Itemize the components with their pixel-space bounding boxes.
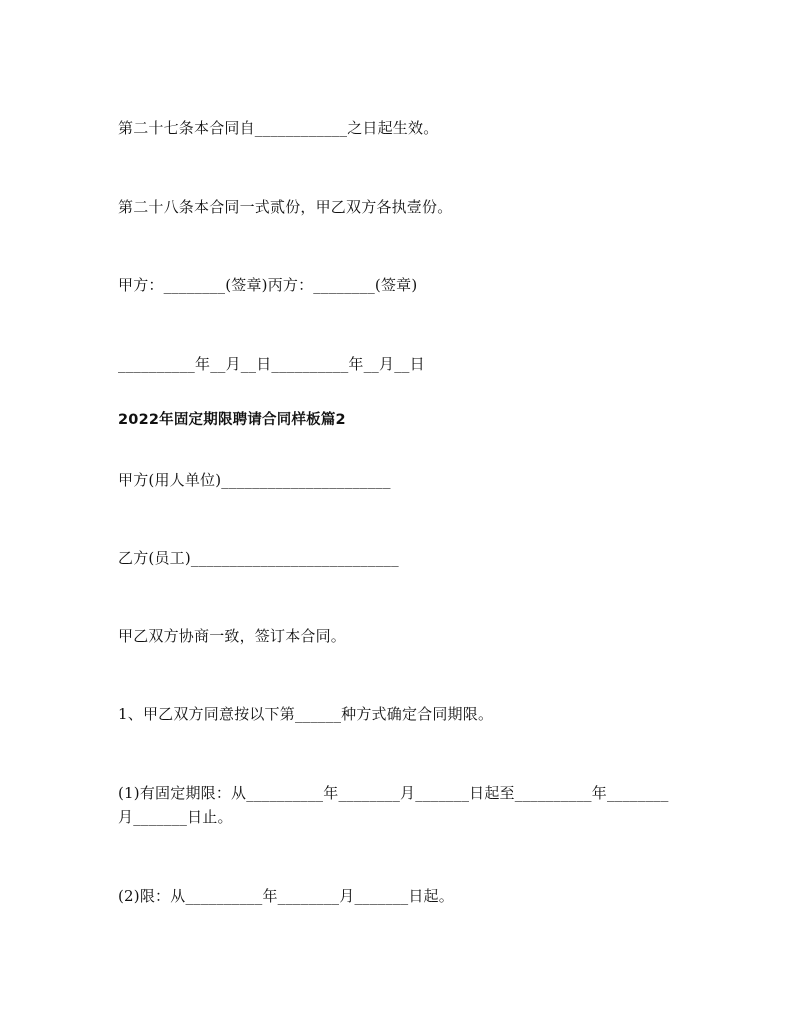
- term-clause: 1、甲乙双方同意按以下第______种方式确定合同期限。: [118, 705, 494, 723]
- signature-line: 甲方：________(签章)丙方：________(签章): [118, 276, 418, 294]
- clause-27: 第二十七条本合同自____________之日起生效。: [118, 119, 439, 137]
- open-term-line: (2)限：从__________年________月_______日起。: [118, 887, 454, 905]
- agreement-line: 甲乙双方协商一致，签订本合同。: [118, 627, 347, 645]
- party-b-line: 乙方(员工)___________________________: [118, 549, 399, 567]
- section-heading: 2022年固定期限聘请合同样板篇2: [118, 412, 346, 428]
- clause-28: 第二十八条本合同一式贰份，甲乙双方各执壹份。: [118, 198, 453, 216]
- fixed-term-line-2: 月_______日止。: [118, 808, 233, 826]
- date-line: __________年__月__日__________年__月__日: [118, 355, 425, 373]
- party-a-line: 甲方(用人单位)______________________: [118, 471, 391, 489]
- fixed-term-line-1: (1)有固定期限：从__________年________月_______日起至__________年________: [118, 784, 669, 802]
